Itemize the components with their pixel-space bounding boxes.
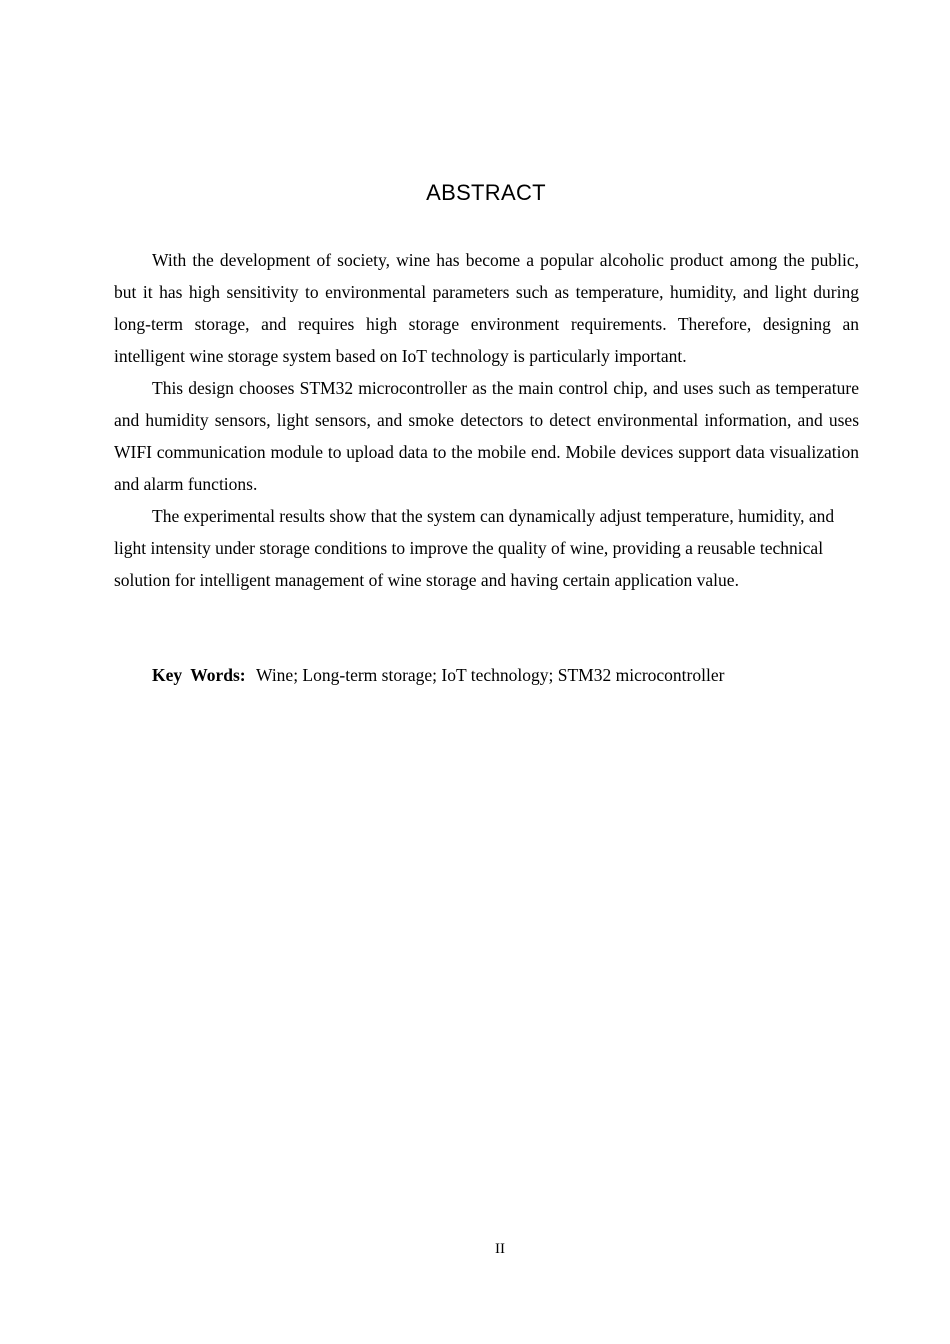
keywords-line <box>152 659 872 691</box>
abstract-paragraph-3: The experimental results show that the system can dynamically adjust temperature, humidity, and light intensity under storage conditions to improve the quality of wine, providing a reusable technical solution for intelligent management of wine storage and having certain application value. <box>114 506 835 590</box>
abstract-paragraph-2: This design chooses STM32 microcontroller as the main control chip, and uses such as temperature and humidity sensors, light sensors, and smoke detectors to detect environmental information, and uses WIFI communication module to upload data to the mobile end. Mobile devices support data visualization and alarm functions. <box>114 378 859 494</box>
abstract-paragraph-1: With the development of society, wine has become a popular alcoholic product among the public, but it has high sensitivity to environmental parameters such as temperature, humidity, and light during long-term storage, and requires high storage environment requirements. Therefore, designing an intelligent wine storage system based on IoT technology is particularly important. <box>114 250 859 366</box>
abstract-title: ABSTRACT <box>426 180 546 205</box>
keywords-label: Key Words: <box>152 665 246 685</box>
page-number: II <box>495 1241 505 1257</box>
keywords-list: Wine; Long-term storage; IoT technology; STM32 microcontroller <box>256 665 725 685</box>
abstract-body <box>114 244 859 596</box>
